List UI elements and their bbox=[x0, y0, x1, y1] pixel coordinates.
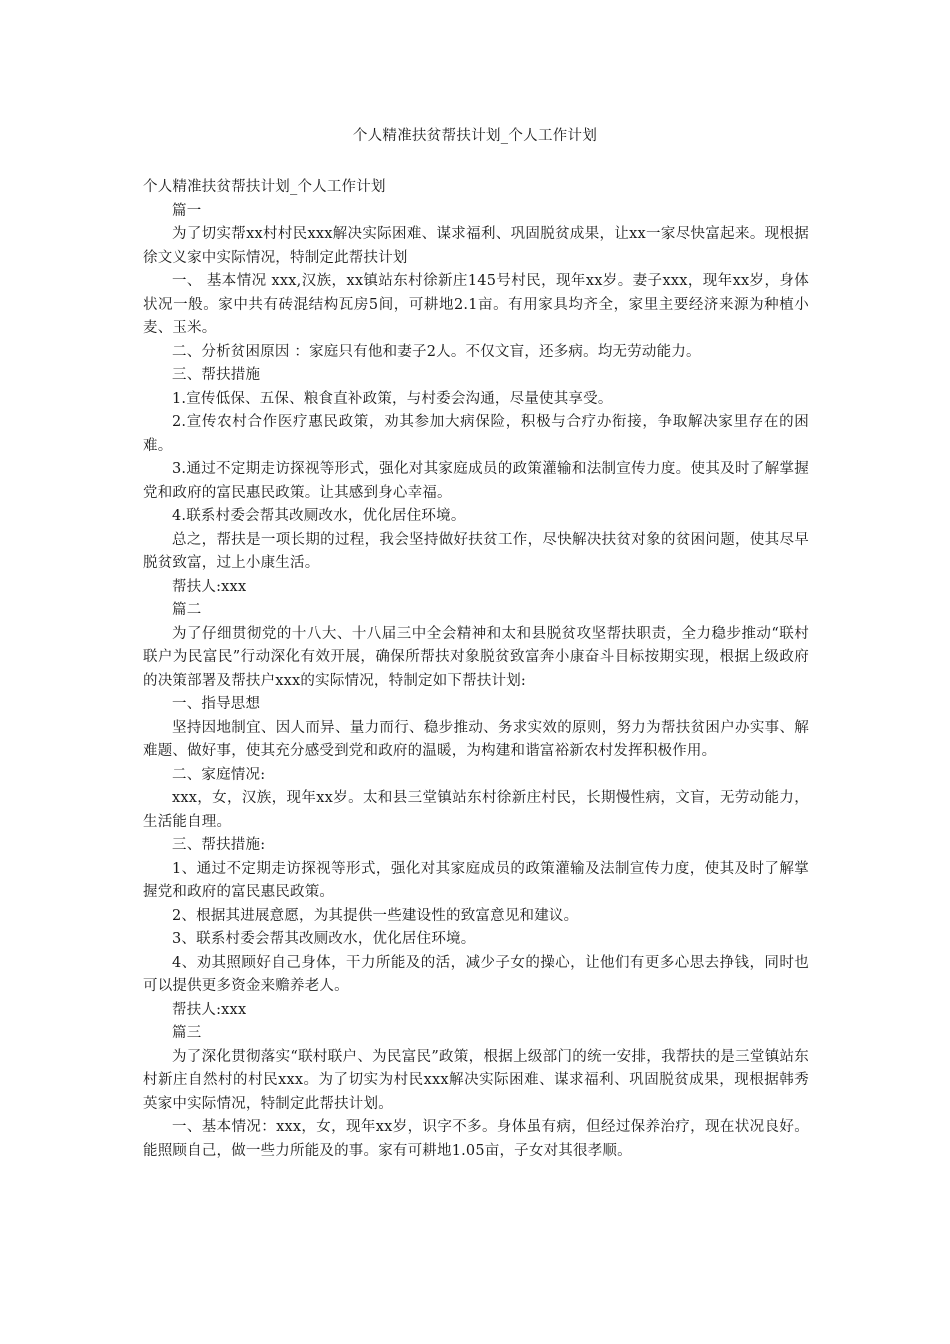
paragraph: 总之，帮扶是一项长期的过程，我会坚持做好扶贫工作，尽快解决扶贫对象的贫困问题，使其尽早脱贫致富，过上小康生活。 bbox=[143, 531, 809, 571]
document-title: 个人精准扶贫帮扶计划_个人工作计划 bbox=[352, 128, 598, 144]
paragraph: 三、帮扶措施 bbox=[172, 367, 261, 383]
paragraph: 3、联系村委会帮其改厕改水，优化居住环境。 bbox=[172, 931, 476, 947]
document-body bbox=[143, 176, 809, 1163]
paragraph: 坚持因地制宜、因人而异、量力而行、稳步推动、务求实效的原则，努力为帮扶贫困户办实事、解难题、做好事，使其充分感受到党和政府的温暖，为构建和谐富裕新农村发挥积极作用。 bbox=[143, 719, 809, 759]
document-subtitle: 个人精准扶贫帮扶计划_个人工作计划 bbox=[143, 179, 386, 195]
paragraph: 为了仔细贯彻党的十八大、十八届三中全会精神和太和县脱贫攻坚帮扶职责，全力稳步推动“联村联户为民富民”行动深化有效开展，确保所帮扶对象脱贫致富奔小康奋斗目标按期实现，根据上级政府的决策部署及帮扶户xxx的实际情况，特制定如下帮扶计划: bbox=[143, 625, 809, 689]
paragraph: 4.联系村委会帮其改厕改水，优化居住环境。 bbox=[172, 508, 466, 524]
paragraph: 二、家庭情况: bbox=[172, 766, 266, 783]
paragraph: 篇三 bbox=[172, 1025, 202, 1041]
paragraph: 帮扶人:xxx bbox=[172, 1001, 247, 1018]
paragraph: 1、通过不定期走访探视等形式，强化对其家庭成员的政策灌输及法制宣传力度，使其及时了解掌握党和政府的富民惠民政策。 bbox=[143, 860, 809, 900]
paragraph: 帮扶人:xxx bbox=[172, 578, 247, 595]
paragraph: 1.宣传低保、五保、粮食直补政策，与村委会沟通，尽量使其享受。 bbox=[172, 390, 613, 407]
paragraph: 一、基本情况：xxx，女，现年xx岁，识字不多。身体虽有病，但经过保养治疗，现在状况良好。能照顾自己，做一些力所能及的事。家有可耕地1.05亩，子女对其很孝顺。 bbox=[143, 1119, 809, 1159]
paragraph: 2、根据其进展意愿，为其提供一些建设性的致富意见和建议。 bbox=[172, 907, 579, 924]
paragraph: 一、指导思想 bbox=[172, 696, 261, 712]
paragraph: 4、劝其照顾好自己身体，干力所能及的活，减少子女的操心，让他们有更多心思去挣钱，同时也可以提供更多资金来赡养老人。 bbox=[143, 954, 809, 994]
paragraph: 三、帮扶措施: bbox=[172, 837, 266, 853]
paragraph: 二、分析贫困原因 ：家庭只有他和妻子2人。不仅文盲，还多病。均无劳动能力。 bbox=[172, 343, 701, 360]
paragraph: 3.通过不定期走访探视等形式，强化对其家庭成员的政策灌输和法制宣传力度。使其及时了解掌握党和政府的富民惠民政策。让其感到身心幸福。 bbox=[143, 461, 809, 501]
paragraph: 一、 基本情况 xxx,汉族，xx镇站东村徐新庄145号村民，现年xx岁。妻子xxx，现年xx岁，身体状况一般。家中共有砖混结构瓦房5间，可耕地2.1亩。有用家具均齐全，家里主要经济来源为种植小麦、玉米。 bbox=[143, 273, 809, 336]
paragraph: 2.宣传农村合作医疗惠民政策，劝其参加大病保险，积极与合疗办衔接，争取解决家里存在的困难。 bbox=[143, 414, 809, 454]
paragraph: 为了深化贯彻落实“联村联户、为民富民”政策，根据上级部门的统一安排，我帮扶的是三堂镇站东村新庄自然村的村民xxx。为了切实为村民xxx解决实际困难、谋求福利、巩固脱贫成果，现根据韩秀英家中实际情况，特制定此帮扶计划。 bbox=[143, 1048, 809, 1112]
paragraph: 篇一 bbox=[172, 202, 202, 219]
paragraph: 篇二 bbox=[172, 602, 202, 618]
paragraph: xxx，女，汉族，现年xx岁。太和县三堂镇站东村徐新庄村民，长期慢性病，文盲，无劳动能力，生活能自理。 bbox=[143, 790, 809, 830]
paragraph: 为了切实帮xx村村民xxx解决实际困难、谋求福利、巩固脱贫成果，让xx一家尽快富起来。现根据徐文义家中实际情况，特制定此帮扶计划 bbox=[143, 226, 809, 266]
